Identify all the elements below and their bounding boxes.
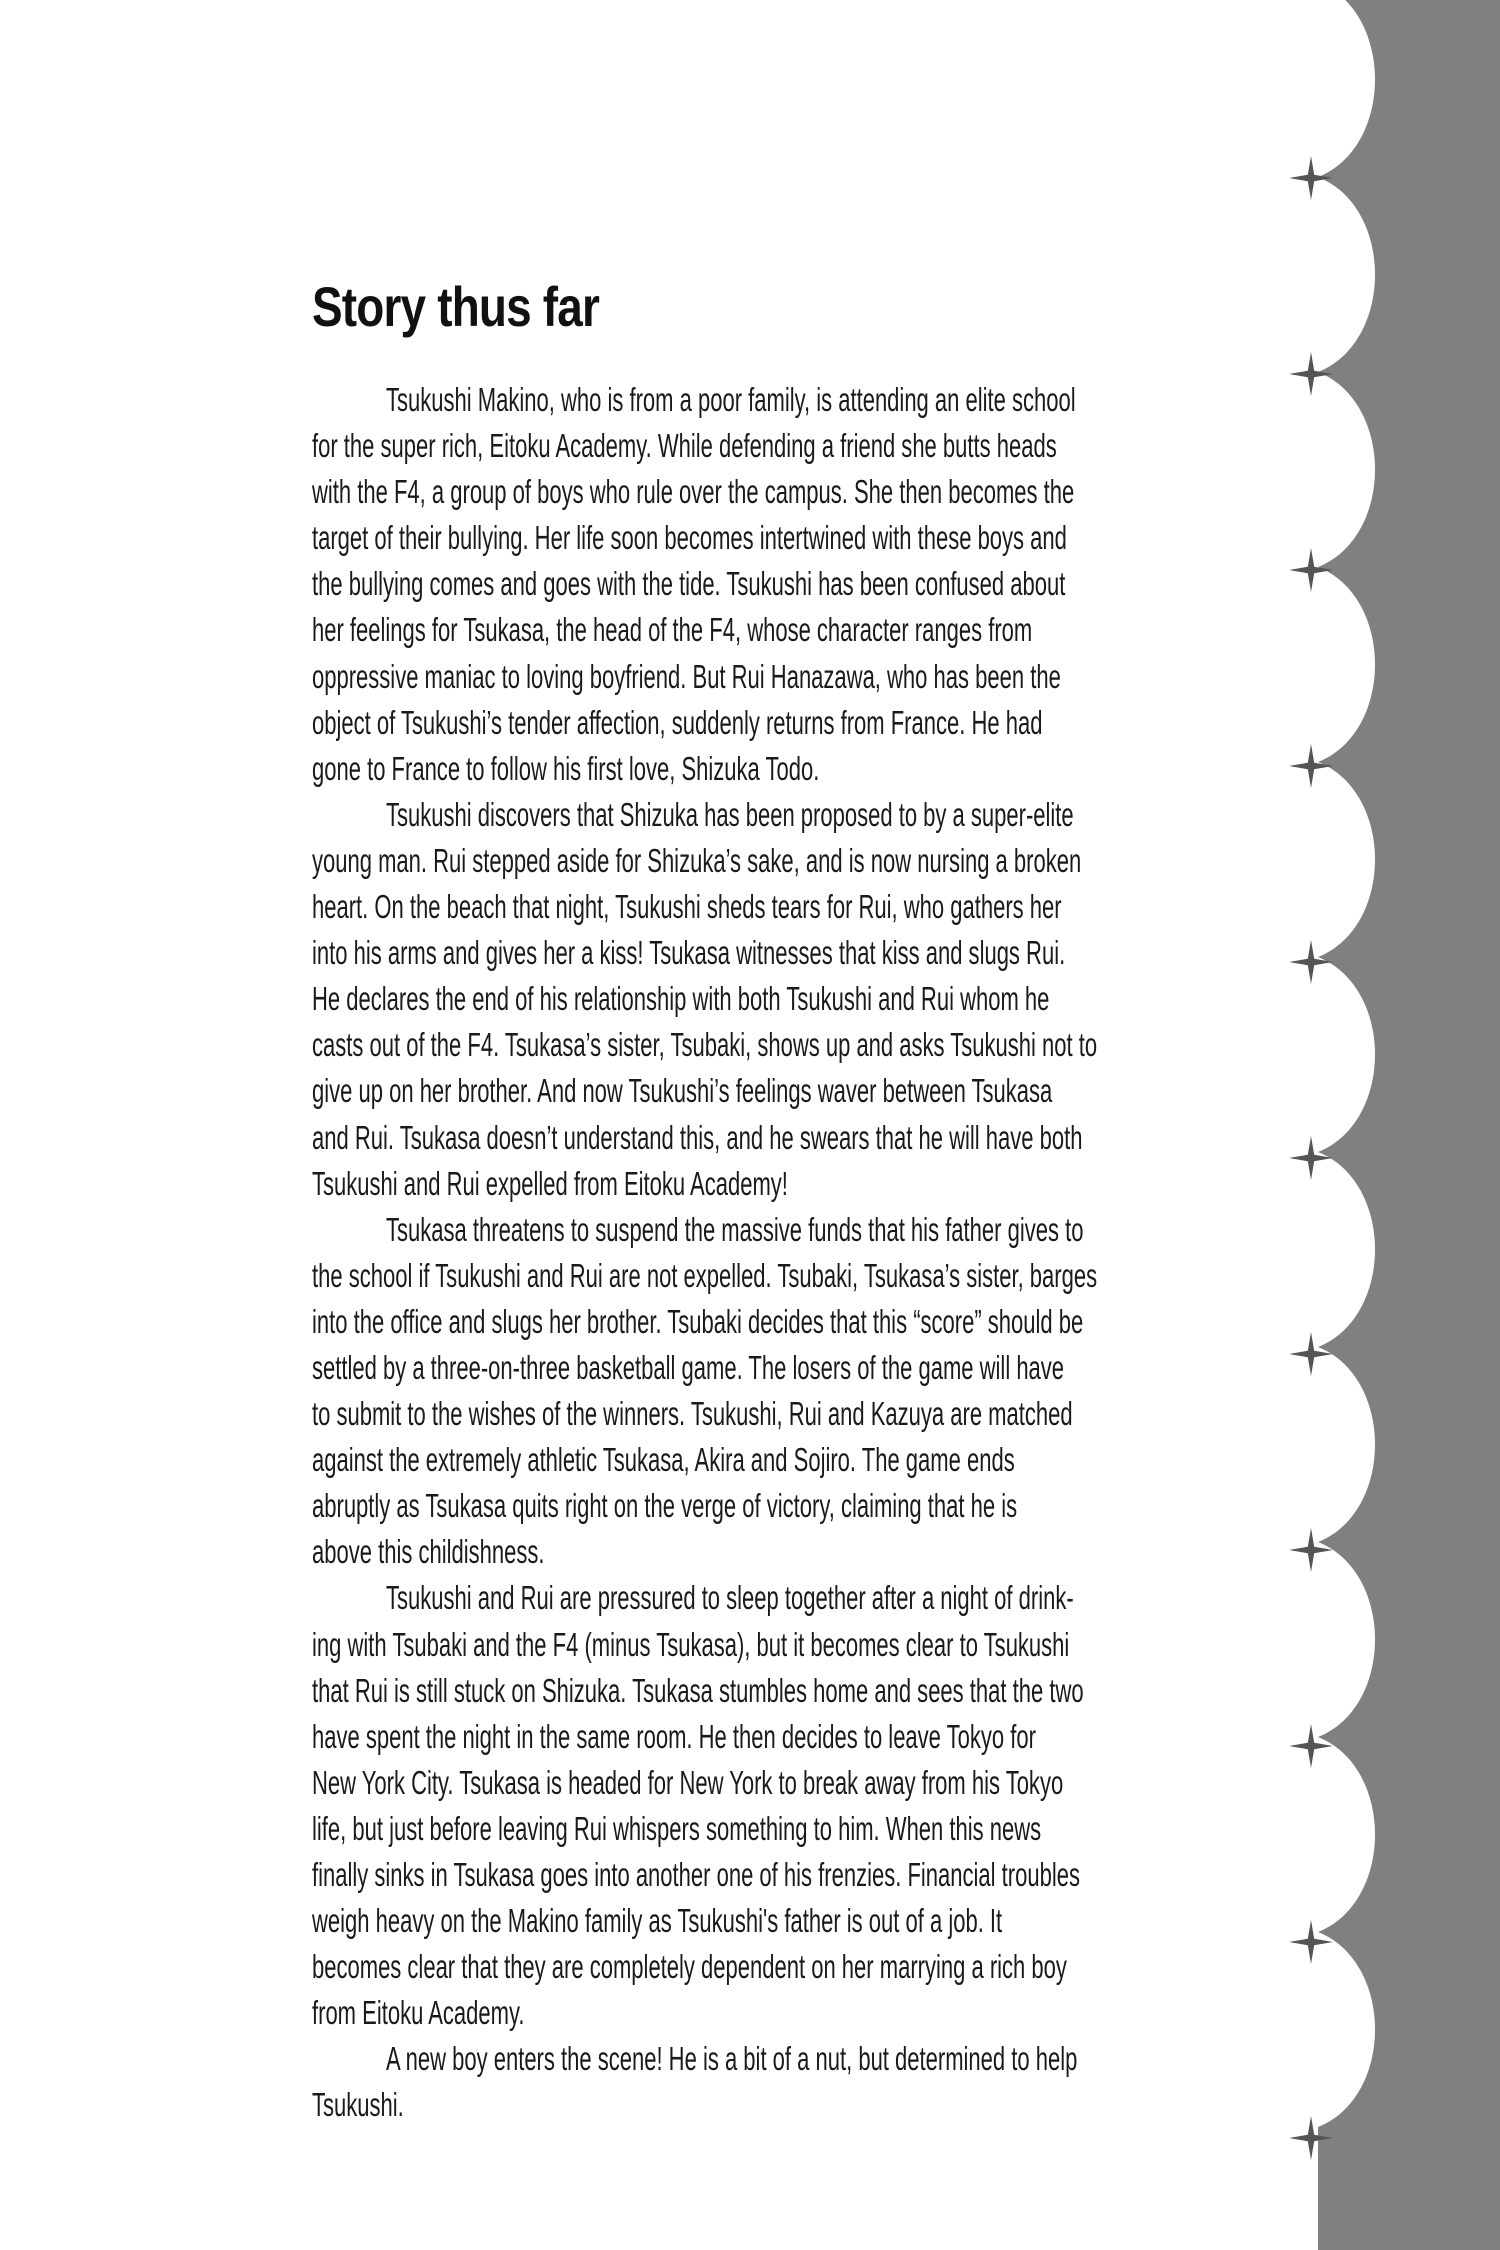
story-line: finally sinks in Tsukasa goes into another one of his frenzies. Financial troubles: [312, 1856, 1080, 1893]
story-line: target of their bullying. Her life soon becomes intertwined with these boys and: [312, 519, 1067, 557]
story-line: ing with Tsubaki and the F4 (minus Tsukasa), but it becomes clear to Tsukushi: [312, 1625, 1070, 1663]
story-line: life, but just before leaving Rui whispers something to him. When this news: [312, 1809, 1042, 1847]
story-line: give up on her brother. And now Tsukushi’s feelings waver between Tsukasa: [312, 1072, 1053, 1110]
story-line: weigh heavy on the Makino family as Tsukushi's father is out of a job. It: [312, 1902, 1003, 1940]
story-line: Tsukushi.: [312, 2086, 404, 2124]
story-line: casts out of the F4. Tsukasa’s sister, Tsubaki, shows up and asks Tsukushi not to: [312, 1026, 1098, 1064]
story-summary: [312, 377, 1272, 2129]
story-line: against the extremely athletic Tsukasa, Akira and Sojiro. The game ends: [312, 1441, 1015, 1479]
story-line: above this childishness.: [312, 1533, 545, 1571]
story-line: becomes clear that they are completely dependent on her marrying a rich boy: [312, 1948, 1067, 1986]
story-line: gone to France to follow his first love, Shizuka Todo.: [312, 749, 820, 787]
story-line: with the F4, a group of boys who rule over the campus. She then becomes the: [312, 473, 1075, 511]
story-line: Tsukushi and Rui are pressured to sleep together after a night of drink-: [386, 1579, 1074, 1617]
story-line: have spent the night in the same room. He then decides to leave Tokyo for: [312, 1717, 1036, 1755]
story-line: Tsukushi discovers that Shizuka has been proposed to by a super-elite: [386, 795, 1074, 833]
story-line: heart. On the beach that night, Tsukushi sheds tears for Rui, who gathers her: [312, 888, 1062, 926]
story-line: New York City. Tsukasa is headed for New York to break away from his Tokyo: [312, 1763, 1064, 1801]
story-line: the bullying comes and goes with the tide. Tsukushi has been confused about: [312, 565, 1066, 603]
story-line: into his arms and gives her a kiss! Tsukasa witnesses that kiss and slugs Rui.: [312, 934, 1066, 972]
story-line: from Eitoku Academy.: [312, 1994, 525, 2032]
story-line: that Rui is still stuck on Shizuka. Tsukasa stumbles home and sees that the two: [312, 1671, 1084, 1709]
story-line: He declares the end of his relationship with both Tsukushi and Rui whom he: [312, 980, 1050, 1018]
scalloped-band: [1260, 0, 1500, 2250]
story-line: to submit to the wishes of the winners. Tsukushi, Rui and Kazuya are matched: [312, 1395, 1073, 1433]
decorative-side-band: [1260, 0, 1500, 2250]
story-line: settled by a three-on-three basketball game. The losers of the game will have: [312, 1348, 1065, 1386]
story-line: oppressive maniac to loving boyfriend. But Rui Hanazawa, who has been the: [312, 657, 1061, 695]
story-line: into the office and slugs her brother. Tsubaki decides that this “score” should be: [312, 1302, 1084, 1340]
story-line: her feelings for Tsukasa, the head of the F4, whose character ranges from: [312, 611, 1033, 649]
story-line: A new boy enters the scene! He is a bit of a nut, but determined to help: [386, 2040, 1078, 2078]
story-line: abruptly as Tsukasa quits right on the verge of victory, claiming that he is: [312, 1487, 1018, 1525]
story-line: object of Tsukushi’s tender affection, suddenly returns from France. He had: [312, 703, 1043, 741]
story-line: Tsukushi Makino, who is from a poor family, is attending an elite school: [386, 381, 1076, 418]
story-line: and Rui. Tsukasa doesn’t understand this, and he swears that he will have both: [312, 1118, 1083, 1156]
story-line: Tsukasa threatens to suspend the massive funds that his father gives to: [386, 1210, 1084, 1248]
page-title: Story thus far: [312, 275, 600, 338]
story-line: Tsukushi and Rui expelled from Eitoku Academy!: [312, 1164, 788, 1202]
story-line: young man. Rui stepped aside for Shizuka’s sake, and is now nursing a broken: [312, 841, 1082, 879]
story-line: for the super rich, Eitoku Academy. While defending a friend she butts heads: [312, 427, 1057, 465]
story-line: the school if Tsukushi and Rui are not expelled. Tsubaki, Tsukasa’s sister, barges: [312, 1256, 1098, 1294]
